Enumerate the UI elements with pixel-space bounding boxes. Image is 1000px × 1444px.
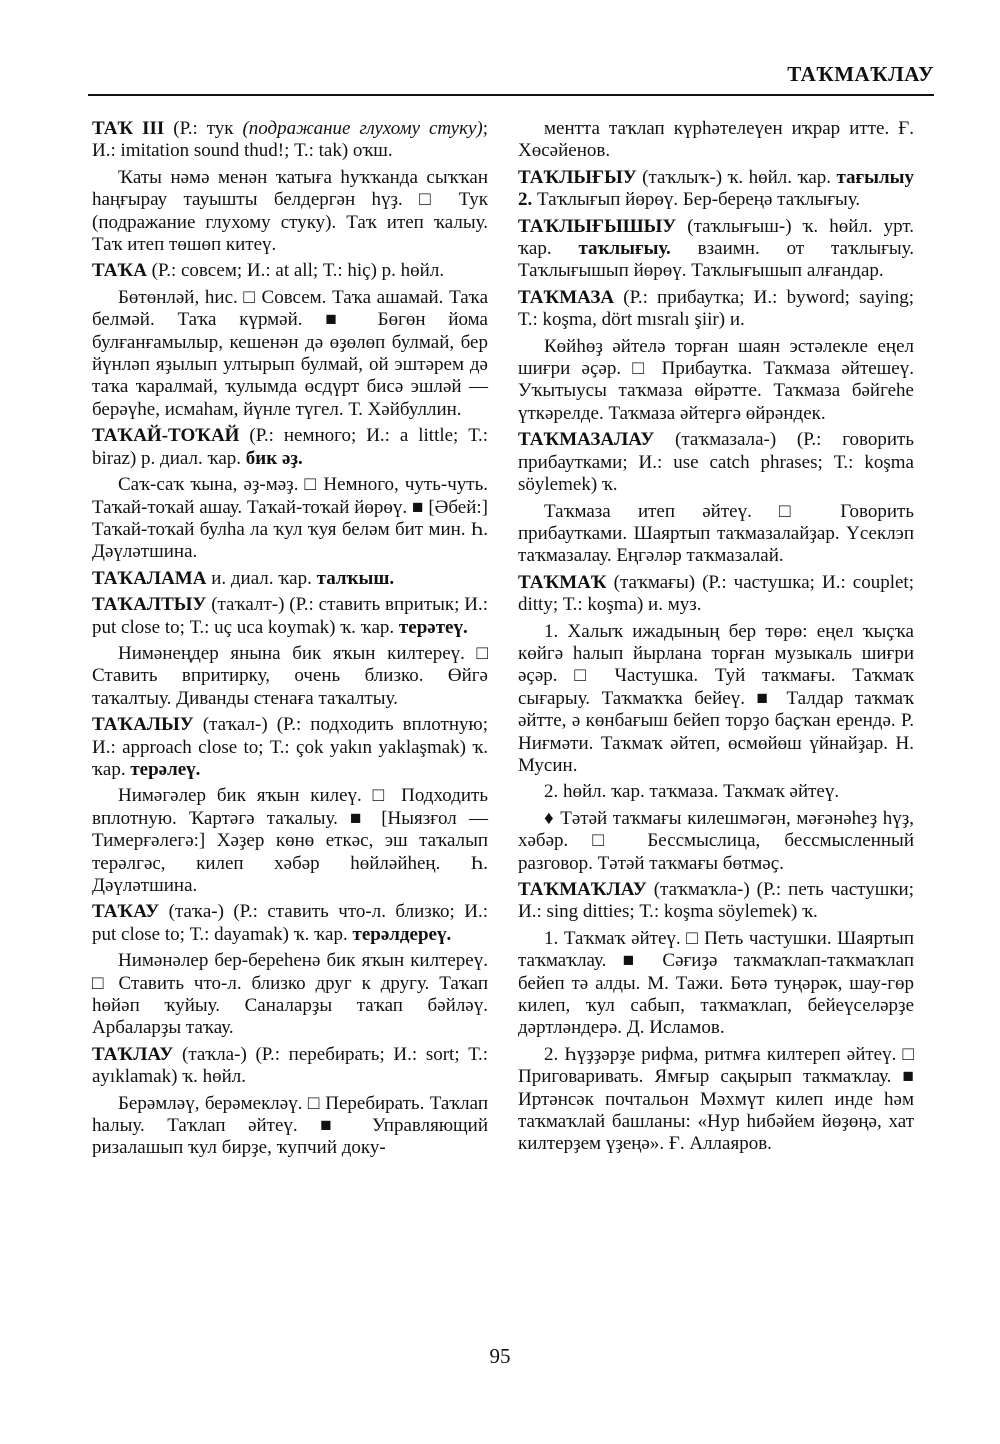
headword: ТАҠЛАУ bbox=[92, 1043, 174, 1065]
entry-text bbox=[92, 950, 488, 1040]
entry-reference: тағылыу 2. bbox=[518, 166, 914, 211]
entry-text bbox=[518, 621, 914, 778]
entry-gloss: (таҡмаҡла-) (Р.: петь частушки; И.: sing ditties; Т.: koşma söylemek) ҡ. bbox=[518, 879, 914, 923]
entry-reference: талҡыш. bbox=[316, 567, 395, 589]
entry-body: Нимәнеңдер янына бик яҡын килтереү. □ Ставить впритирку, очень близко. Өйгә таҡалтыу. Диванды стенаға таҡалтыу. bbox=[92, 642, 488, 709]
entry-body: Таҡмаза итеп әйтеү. □ Говорить прибаутками. Шаяртып таҡмазалайҙар. Үсеклэп таҡмазалау. Еңгәләр таҡмазалай. bbox=[518, 500, 914, 567]
entry-gloss: (Р.: прибаутка; И.: byword; saying; Т.: koşma, dört mısralı şiir) и. bbox=[518, 286, 914, 331]
entry-text bbox=[518, 781, 914, 803]
entry-text bbox=[518, 808, 914, 875]
headword: ТАҠЛЫҒЫУ bbox=[518, 166, 637, 188]
headword: ТАҠАЛТЫУ bbox=[92, 594, 207, 616]
entry-text bbox=[92, 474, 488, 564]
entry-headword-line bbox=[518, 429, 914, 496]
entry-text bbox=[92, 287, 488, 421]
entry-body: 2. һөйл. ҡар. таҡмаза. Таҡмаҡ әйтеү. bbox=[544, 781, 840, 803]
entry-reference: таҡлығыу. bbox=[578, 238, 671, 260]
entry-text bbox=[92, 167, 488, 257]
entry-gloss: (Р.: немного; И.: a little; Т.: biraz) р. диал. ҡар. bbox=[92, 425, 488, 469]
entry-text bbox=[518, 336, 914, 426]
entry-reference: бик әҙ. bbox=[245, 447, 303, 469]
entry-italic: (подражание глухому стуку) bbox=[242, 118, 483, 139]
entry-body: ментта таҡлап күрһәтелеүен иҡрар итте. Ғ. Хөсәйенов. bbox=[518, 118, 914, 162]
entry-headword-line bbox=[518, 879, 914, 924]
entry-headword-line bbox=[518, 287, 914, 332]
entry-body: 1. Таҡмаҡ әйтеү. □ Петь частушки. Шаяртып таҡмаҡлау. ■ Сәғиҙә таҡмаҡлап-таҡмаҡлап бейеп тә алды. М. Тажи. Бөтә туңәрәк, шау-гөр килеп, ҡул сабып, таҡмаҡлап, бейеүселәрҙе дәртләндерә. Д. Исламов. bbox=[518, 927, 914, 1039]
entry-body: Саҡ-саҡ ҡына, әҙ-мәҙ. □ Немного, чуть-чуть. Таҡай-тоҡай ашау. Таҡай-тоҡай йөрөү. ■ [Әбей:] Таҡай-тоҡай булһа ла ҡул ҡуя беләм бит мин. Һ. Дәүләтшина. bbox=[92, 474, 488, 563]
entry-headword-line bbox=[92, 568, 488, 590]
entry-headword-line bbox=[518, 216, 914, 283]
entry-headword-line bbox=[92, 901, 488, 946]
entry-reference: терәлдереү. bbox=[352, 923, 452, 945]
entry-reference: терәтеү. bbox=[398, 616, 468, 638]
page-number: 95 bbox=[489, 1344, 511, 1368]
entry-headword-line bbox=[92, 118, 488, 163]
entry-gloss: (Р.: тук bbox=[164, 118, 243, 139]
entry-body: Бөтөнләй, һис. □ Совсем. Таҡа ашамай. Таҡа белмәй. Таҡа күрмәй. ■ Бөгөн йома булғанғамылыр, кешенән дә өҙөлөп булмай, бер йүнләп яҙылып ултырып булмай, ой эштәрем дә таҡа ҡаралмай, ҡулымда өсдүрт бисә эшләй — берәүһе, исмаһам, йүнле түгел. Т. Хәйбуллин. bbox=[92, 286, 488, 420]
entry-body: 1. Халыҡ ижадының бер төрө: еңел ҡыҫҡа көйгә һалып йырлана торған музыкаль шиғри әҫәр. □ Частушка. Туй таҡмағы. Таҡмаҡ сығарыу. Таҡмаҡҡа бейеү. ■ Талдар таҡмаҡ әйтте, ә көнбағыш бейеп торҙо баҫҡан ерендә. Р. Ниғмәти. Таҡмаҡ әйтеп, өсмөйөш үйнайҙар. Н. Мусин. bbox=[518, 620, 914, 776]
running-title: ТАҠМАҠЛАУ bbox=[787, 62, 934, 86]
entry-body: ♦ Тәтәй таҡмағы килешмәгән, мәғәнәһеҙ һүҙ, хәбәр. □ Бессмыслица, бессмысленный разговор. Тәтәй таҡмағы бөтмәҫ. bbox=[518, 807, 914, 874]
entry-gloss: (таҡа-) (Р.: ставить что-л. близко; И.: put close to; Т.: dayamak) ҡ. ҡар. bbox=[92, 901, 488, 945]
entry-headword-line bbox=[92, 1044, 488, 1089]
entry-gloss: и. диал. ҡар. bbox=[206, 567, 317, 589]
entry-gloss: (таҡал-) (Р.: подходить вплотную; И.: approach close to; Т.: çok yakın yaklaşmak) ҡ. ҡар. bbox=[92, 714, 488, 780]
entry-headword-line bbox=[92, 425, 488, 470]
entry-body: Берәмләү, берәмекләү. □ Перебирать. Таҡлап һалыу. Таҡлап әйтеү. ■ Управляющий ризалашып ҡул бирҙе, ҡупчий доку- bbox=[92, 1092, 488, 1159]
headword: ТАҠАЛЫУ bbox=[92, 714, 194, 736]
entry-gloss: (таҡмазала-) (Р.: говорить прибаутками; И.: use catch phrases; Т.: koşma söylemek) ҡ. bbox=[518, 429, 914, 496]
headword: ТАҠМАҠ bbox=[518, 571, 607, 593]
entry-gloss-tail: ; И.: imitation sound thud!; Т.: tak) оҡш. bbox=[92, 118, 489, 162]
entry-gloss: (таҡлыҡ-) ҡ. һөйл. ҡар. bbox=[636, 166, 837, 188]
entry-text bbox=[518, 118, 914, 163]
headword: ТАҠАЛАМА bbox=[92, 567, 207, 589]
entry-body: Көйһөҙ әйтелә торған шаян эстәлекле еңел шиғри әҫәр. □ Прибаутка. Таҡмаза әйтешеү. Уҡытыусы таҡмаза өйрәтте. Таҡмаза бәйгеһе үткәрелде. Таҡмаза әйтергә өйрәндек. bbox=[518, 335, 914, 424]
entry-gloss-tail: взаимн. от таҡлығыу. Таҡлығышып йөрөү. Таҡлығышып алғандар. bbox=[518, 238, 914, 282]
entry-body: Ҡаты нәмә менән ҡатыға һуҡҡанда сыҡҡан һаңғырау тауышты белдергән һүҙ. □ Тук (подражание глухому стуку). Таҡ итеп ҡалыу. Таҡ итеп төшөп китеү. bbox=[92, 166, 488, 256]
entry-gloss: (таҡалт-) (Р.: ставить впритык; И.: put close to; Т.: uç uca koymak) ҡ. ҡар. bbox=[92, 594, 488, 638]
entry-text bbox=[518, 1044, 914, 1156]
entry-headword-line bbox=[92, 714, 488, 781]
entry-headword-line bbox=[92, 260, 488, 282]
entry-gloss: (таҡла-) (Р.: перебирать; И.: sort; Т.: ayıklamak) ҡ. һөйл. bbox=[92, 1043, 488, 1088]
headword: ТАҠАЙ-ТОҠАЙ bbox=[92, 425, 240, 447]
headword: ТАҠАУ bbox=[92, 901, 160, 923]
entry-gloss: (таҡлығыш-) ҡ. һөйл. урт. ҡар. bbox=[518, 215, 914, 260]
entry-headword-line bbox=[518, 572, 914, 617]
headword: ТАҠМАҠЛАУ bbox=[518, 879, 647, 900]
running-header bbox=[88, 60, 934, 96]
entry-gloss-tail: Таҡлығып йөрөү. Бер-береңә таҡлығыу. bbox=[532, 189, 861, 211]
entry-body: Нимәнәлер бер-береһенә бик яҡын килтереү. □ Ставить что-л. близко друг к другу. Таҡап һөйәп ҡуйыу. Саналарҙы таҡап бәйләү. Арбаларҙы таҡау. bbox=[92, 950, 488, 1039]
left-column bbox=[92, 118, 488, 1164]
entry-reference: терәлеү. bbox=[130, 758, 201, 780]
entry-text bbox=[518, 501, 914, 568]
entry-gloss: (Р.: совсем; И.: at all; Т.: hiç) р. һөйл. bbox=[146, 260, 445, 282]
entry-body: 2. Һүҙҙәрҙе рифма, ритмға килтереп әйтеү. □ Приговаривать. Ямғыр сақырып таҡмаҡлау. ■ Иртәнсәк почтальон Мәхмүт килеп инде һәм таҡмаҡлай башланы: «Нур һибәйем йөҙөңә, хат килтерҙем үҙеңә». Ғ. Аллаяров. bbox=[518, 1043, 914, 1155]
entry-text bbox=[518, 928, 914, 1040]
headword: ТАҠМАЗА bbox=[518, 286, 615, 308]
entry-text bbox=[92, 785, 488, 897]
entry-gloss: (таҡмағы) (Р.: частушка; И.: couplet; ditty; Т.: koşma) и. муз. bbox=[518, 571, 914, 616]
entry-text bbox=[92, 643, 488, 710]
right-column bbox=[518, 118, 914, 1160]
entry-body: Нимәгәлер бик яҡын килеү. □ Подходить вплотную. Ҡартәгә таҡалыу. ■ [Ныязғол — Тимерғәлегә:] Хәҙер көнө еткәс, эш таҡалып терәлгәс, килеп хәбәр һөйләйһең. Һ. Дәүләтшина. bbox=[92, 785, 488, 896]
headword: ТАҠ III bbox=[92, 118, 165, 139]
headword: ТАҠМАЗАЛАУ bbox=[518, 429, 655, 451]
entry-headword-line bbox=[92, 594, 488, 639]
entry-text bbox=[92, 1093, 488, 1160]
headword: ТАҠЛЫҒЫШЫУ bbox=[518, 215, 677, 237]
entry-headword-line bbox=[518, 167, 914, 212]
headword: ТАҠА bbox=[92, 260, 147, 282]
